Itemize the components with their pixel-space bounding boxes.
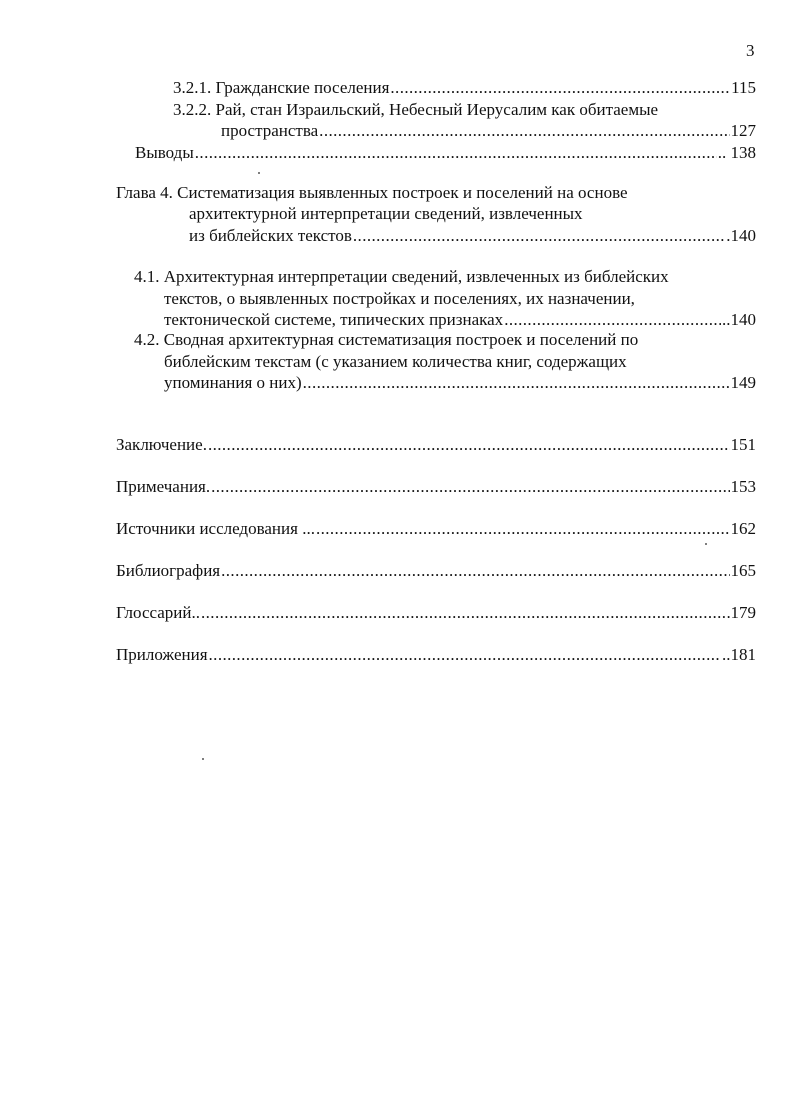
toc-entry-text: Библиография [116,561,221,580]
dot-leader [195,143,717,163]
toc-entry-page: 115 [731,78,756,97]
toc-entry-4-1 [164,310,756,330]
toc-entry-page: 165 [730,561,756,580]
toc-entry-text: Выводы [135,143,194,162]
toc-entry-4-2-line1: 4.2. Сводная архитектурная систематизация построек и поселений по [134,330,639,349]
toc-entry-3-2-2 [221,121,756,141]
toc-entry-text: из библейских текстов [189,226,352,245]
toc-entry-page: 162 [730,519,756,538]
dot-leader [201,603,730,623]
toc-entry-page: ..140 [722,310,756,329]
toc-entry-conclusion [116,435,756,455]
dot-leader [208,435,730,455]
dot-leader [316,519,730,539]
toc-entry-conclusions-ch3 [135,143,756,163]
toc-entry-text: упоминания о них) [164,373,302,392]
dot-leader [303,373,730,393]
dot-leader [319,121,729,141]
toc-entry-page: 127 [730,121,756,140]
scan-speck [202,758,204,760]
scan-speck [705,543,707,545]
toc-entry-page: 153 [730,477,756,496]
toc-entry-page: .. 138 [717,143,756,162]
toc-entry-chapter-4-line2: архитектурной интерпретации сведений, извлеченных [189,204,583,223]
toc-entry-text: Глоссарий.. [116,603,200,622]
dot-leader [209,645,721,665]
toc-entry-appendices [116,645,756,665]
toc-entry-chapter-4 [189,226,756,246]
toc-entry-bibliography [116,561,756,581]
toc-entry-4-1-line1: 4.1. Архитектурная интерпретации сведений, извлеченных из библейских [134,267,669,286]
toc-entry-3-2-2-line1: 3.2.2. Рай, стан Израильский, Небесный Иерусалим как обитаемые [173,100,659,119]
toc-entry-sources [116,519,756,539]
toc-entry-text: пространства [221,121,319,140]
toc-entry-text: Примечания. [116,477,211,496]
scan-speck [258,172,260,174]
dot-leader [390,78,730,98]
toc-entry-3-2-1 [173,78,756,98]
toc-entry-text: Приложения [116,645,208,664]
toc-entry-text: Заключение. [116,435,207,454]
toc-entry-page: .140 [726,226,756,245]
toc-entry-text: Источники исследования ... [116,519,315,538]
toc-entry-page: 149 [730,373,756,392]
toc-entry-text: 3.2.1. Гражданские поселения [173,78,390,97]
toc-entry-text: тектонической системе, типических признаках [164,310,504,329]
dot-leader [504,310,721,330]
toc-entry-page: ..181 [722,645,756,664]
dot-leader [221,561,729,581]
toc-entry-chapter-4-line1: Глава 4. Систематизация выявленных построек и поселений на основе [116,183,628,202]
toc-entry-page: 151 [730,435,756,454]
dot-leader [211,477,729,497]
toc-entry-4-2-line2: библейским текстам (с указанием количества книг, содержащих [164,352,627,371]
page-number: 3 [746,41,755,60]
toc-entry-4-2 [164,373,756,393]
toc-entry-glossary [116,603,756,623]
dot-leader [353,226,725,246]
toc-entry-notes [116,477,756,497]
toc-entry-page: 179 [730,603,756,622]
toc-entry-4-1-line2: текстов, о выявленных постройках и поселениях, их назначении, [164,289,635,308]
